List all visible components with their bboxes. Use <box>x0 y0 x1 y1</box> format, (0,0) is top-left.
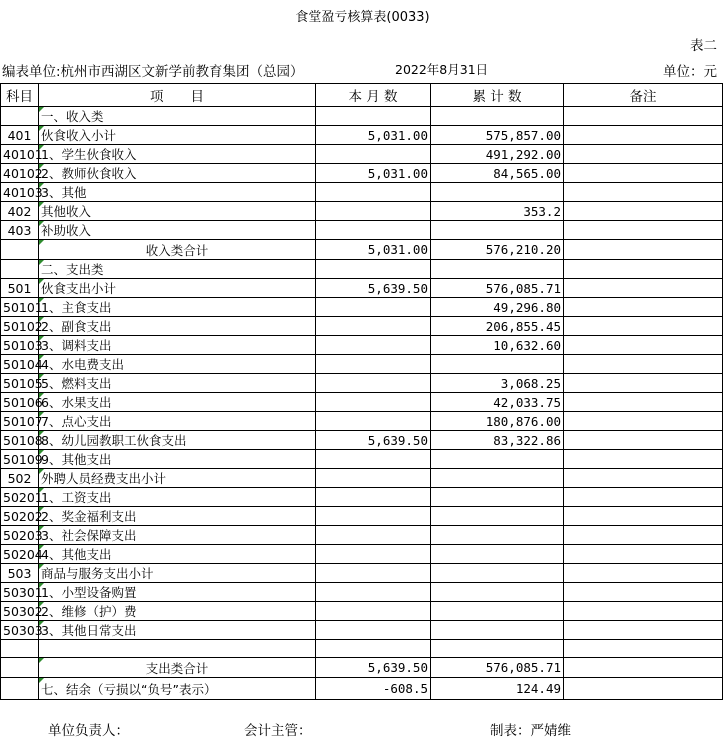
subject-code[interactable]: 50103 <box>1 336 39 355</box>
table-row <box>1 658 723 678</box>
month-amount[interactable]: 5,639.50 <box>316 279 431 298</box>
cumulative-amount[interactable] <box>431 621 564 640</box>
cumulative-amount[interactable] <box>431 507 564 526</box>
month-amount[interactable] <box>316 202 431 221</box>
subject-code[interactable] <box>1 260 39 279</box>
remark-cell[interactable] <box>564 317 723 336</box>
month-amount[interactable] <box>316 488 431 507</box>
subject-code[interactable]: 401 <box>1 126 39 145</box>
item-cell[interactable] <box>39 183 316 202</box>
month-amount[interactable] <box>316 450 431 469</box>
header-remark: 备注 <box>564 84 723 107</box>
subject-code[interactable]: 50201 <box>1 488 39 507</box>
cell-comment-marker-icon <box>39 583 44 588</box>
month-amount[interactable] <box>316 221 431 240</box>
item-label: 2、副食支出 <box>41 319 112 334</box>
remark-cell[interactable] <box>564 602 723 621</box>
subject-code[interactable]: 50303 <box>1 621 39 640</box>
cell-comment-marker-icon <box>39 658 44 663</box>
cumulative-amount[interactable] <box>431 450 564 469</box>
item-label: 2、维修（护）费 <box>41 604 137 619</box>
subject-code[interactable]: 403 <box>1 221 39 240</box>
cell-comment-marker-icon <box>39 412 44 417</box>
item-cell[interactable] <box>39 279 316 298</box>
subject-code[interactable]: 50102 <box>1 317 39 336</box>
cell-comment-marker-icon <box>39 240 44 245</box>
item-cell[interactable] <box>39 412 316 431</box>
cell-comment-marker-icon <box>39 145 44 150</box>
cumulative-amount[interactable]: 575,857.00 <box>431 126 564 145</box>
cell-comment-marker-icon <box>39 450 44 455</box>
item-cell[interactable] <box>39 564 316 583</box>
item-cell[interactable] <box>39 488 316 507</box>
remark-cell[interactable] <box>564 450 723 469</box>
cell-comment-marker-icon <box>39 260 44 265</box>
item-cell[interactable] <box>39 126 316 145</box>
cell-comment-marker-icon <box>39 374 44 379</box>
item-label: 七、结余（亏损以“负号”表示） <box>41 681 217 697</box>
item-label: 外聘人员经费支出小计 <box>41 471 167 486</box>
subject-code[interactable]: 50101 <box>1 298 39 317</box>
remark-cell[interactable] <box>564 183 723 202</box>
cumulative-amount[interactable]: 206,855.45 <box>431 317 564 336</box>
table-row <box>1 145 723 164</box>
preparer-label: 制表：严婧维 <box>490 723 571 739</box>
item-cell[interactable] <box>39 374 316 393</box>
remark-cell[interactable] <box>564 298 723 317</box>
item-label: 1、主食支出 <box>41 300 112 315</box>
table-row <box>1 678 723 700</box>
cumulative-amount[interactable] <box>431 488 564 507</box>
subject-code[interactable]: 50204 <box>1 545 39 564</box>
table-row <box>1 240 723 260</box>
month-amount[interactable] <box>316 145 431 164</box>
cell-comment-marker-icon <box>39 202 44 207</box>
month-amount[interactable] <box>316 336 431 355</box>
table-row <box>1 355 723 374</box>
cumulative-amount[interactable]: 180,876.00 <box>431 412 564 431</box>
subject-code[interactable]: 50105 <box>1 374 39 393</box>
remark-cell[interactable] <box>564 355 723 374</box>
subject-code[interactable]: 50301 <box>1 583 39 602</box>
item-label: 一、收入类 <box>41 109 104 124</box>
subject-code[interactable]: 50203 <box>1 526 39 545</box>
item-label: 3、社会保障支出 <box>41 528 137 543</box>
cumulative-amount[interactable]: 353.2 <box>431 202 564 221</box>
cumulative-amount[interactable]: 10,632.60 <box>431 336 564 355</box>
remark-cell[interactable] <box>564 107 723 126</box>
table-row <box>1 507 723 526</box>
remark-cell[interactable] <box>564 164 723 183</box>
item-cell[interactable] <box>39 202 316 221</box>
remark-cell[interactable] <box>564 374 723 393</box>
cell-comment-marker-icon <box>39 183 44 188</box>
table-row <box>1 469 723 488</box>
item-label: 支出类合计 <box>145 660 209 676</box>
item-cell[interactable] <box>39 469 316 488</box>
item-cell[interactable] <box>39 393 316 412</box>
item-label: 收入类合计 <box>145 242 209 258</box>
item-cell[interactable] <box>39 545 316 564</box>
subject-code[interactable] <box>1 240 39 260</box>
table-row <box>1 336 723 355</box>
remark-cell[interactable] <box>564 621 723 640</box>
cumulative-amount[interactable] <box>431 469 564 488</box>
header-month: 本 月 数 <box>316 84 431 107</box>
remark-cell[interactable] <box>564 507 723 526</box>
cell-comment-marker-icon <box>39 107 44 112</box>
table-row <box>1 393 723 412</box>
signature-footer <box>0 718 725 737</box>
table-row <box>1 583 723 602</box>
subject-code[interactable]: 503 <box>1 564 39 583</box>
cell-comment-marker-icon <box>39 126 44 131</box>
item-cell[interactable] <box>39 355 316 374</box>
month-amount[interactable] <box>316 393 431 412</box>
subject-code[interactable]: 50106 <box>1 393 39 412</box>
table-row <box>1 107 723 126</box>
remark-cell[interactable] <box>564 240 723 260</box>
cumulative-amount[interactable] <box>431 355 564 374</box>
cumulative-amount[interactable]: 49,296.80 <box>431 298 564 317</box>
month-amount[interactable]: 5,639.50 <box>316 658 431 678</box>
accountant-label: 会计主管： <box>244 723 312 739</box>
item-label: 3、其他 <box>41 185 87 200</box>
cell-comment-marker-icon <box>39 621 44 626</box>
table-row <box>1 640 723 658</box>
item-cell[interactable] <box>39 526 316 545</box>
cell-comment-marker-icon <box>39 602 44 607</box>
table-row <box>1 298 723 317</box>
remark-cell[interactable] <box>564 221 723 240</box>
item-cell[interactable] <box>39 145 316 164</box>
table-row <box>1 202 723 221</box>
subject-code[interactable]: 50302 <box>1 602 39 621</box>
table-row <box>1 488 723 507</box>
item-label: 6、水果支出 <box>41 395 112 410</box>
month-amount[interactable]: -608.5 <box>316 678 431 700</box>
remark-cell[interactable] <box>564 564 723 583</box>
item-label: 9、其他支出 <box>41 452 112 467</box>
cumulative-amount[interactable] <box>431 602 564 621</box>
cumulative-amount[interactable] <box>431 526 564 545</box>
month-amount[interactable] <box>316 317 431 336</box>
table-row <box>1 183 723 202</box>
item-cell[interactable] <box>39 336 316 355</box>
cumulative-amount[interactable]: 576,085.71 <box>431 279 564 298</box>
item-cell[interactable] <box>39 260 316 279</box>
cumulative-amount[interactable] <box>431 107 564 126</box>
subject-code[interactable]: 40101 <box>1 145 39 164</box>
cumulative-amount[interactable] <box>431 260 564 279</box>
month-amount[interactable]: 5,031.00 <box>316 240 431 260</box>
table-row <box>1 374 723 393</box>
cell-comment-marker-icon <box>39 279 44 284</box>
item-label: 2、奖金福利支出 <box>41 509 137 524</box>
cumulative-amount[interactable]: 491,292.00 <box>431 145 564 164</box>
remark-cell[interactable] <box>564 678 723 700</box>
cell-comment-marker-icon <box>39 221 44 226</box>
subject-code[interactable]: 50109 <box>1 450 39 469</box>
month-amount[interactable] <box>316 374 431 393</box>
subject-code[interactable] <box>1 658 39 678</box>
cumulative-amount[interactable]: 83,322.86 <box>431 431 564 450</box>
cell-comment-marker-icon <box>39 298 44 303</box>
month-amount[interactable]: 5,639.50 <box>316 431 431 450</box>
header-item: 项 目 <box>39 84 316 107</box>
item-label: 其他收入 <box>41 204 92 219</box>
remark-cell[interactable] <box>564 260 723 279</box>
item-label: 1、工资支出 <box>41 490 112 505</box>
remark-cell[interactable] <box>564 545 723 564</box>
header-cumulative: 累 计 数 <box>431 84 564 107</box>
sheet-number: 表二 <box>690 38 717 54</box>
cumulative-amount[interactable] <box>431 545 564 564</box>
subject-code[interactable]: 502 <box>1 469 39 488</box>
table-row <box>1 564 723 583</box>
table-row <box>1 317 723 336</box>
subject-code[interactable]: 50107 <box>1 412 39 431</box>
subject-code[interactable]: 40103 <box>1 183 39 202</box>
remark-cell[interactable] <box>564 336 723 355</box>
month-amount[interactable] <box>316 412 431 431</box>
month-amount[interactable] <box>316 469 431 488</box>
item-label: 4、其他支出 <box>41 547 112 562</box>
table-row <box>1 221 723 240</box>
remark-cell[interactable] <box>564 412 723 431</box>
unit-label: 编表单位:杭州市西湖区文新学前教育集团（总园） <box>2 64 304 80</box>
month-amount[interactable] <box>316 640 431 658</box>
remark-cell[interactable] <box>564 469 723 488</box>
month-amount[interactable] <box>316 526 431 545</box>
cell-comment-marker-icon <box>39 393 44 398</box>
item-cell[interactable] <box>39 450 316 469</box>
subject-code[interactable]: 40102 <box>1 164 39 183</box>
remark-cell[interactable] <box>564 640 723 658</box>
cell-comment-marker-icon <box>39 164 44 169</box>
item-cell[interactable] <box>39 678 316 700</box>
subject-code[interactable]: 50104 <box>1 355 39 374</box>
accounting-table <box>0 83 723 700</box>
item-cell[interactable] <box>39 583 316 602</box>
cumulative-amount[interactable] <box>431 564 564 583</box>
report-date: 2022年8月31日 <box>395 62 489 77</box>
item-label: 商品与服务支出小计 <box>41 566 154 581</box>
item-cell[interactable] <box>39 298 316 317</box>
item-label: 7、点心支出 <box>41 414 112 429</box>
item-label: 1、小型设备购置 <box>41 585 137 600</box>
table-row <box>1 545 723 564</box>
item-cell[interactable] <box>39 507 316 526</box>
table-row <box>1 260 723 279</box>
cumulative-amount[interactable]: 3,068.25 <box>431 374 564 393</box>
remark-cell[interactable] <box>564 583 723 602</box>
subject-code[interactable]: 50108 <box>1 431 39 450</box>
item-label: 4、水电费支出 <box>41 357 124 372</box>
remark-cell[interactable] <box>564 488 723 507</box>
item-cell[interactable] <box>39 317 316 336</box>
month-amount[interactable] <box>316 545 431 564</box>
cumulative-amount[interactable] <box>431 183 564 202</box>
item-label: 1、学生伙食收入 <box>41 147 137 162</box>
table-row <box>1 621 723 640</box>
table-row <box>1 279 723 298</box>
table-row <box>1 126 723 145</box>
item-cell[interactable] <box>39 621 316 640</box>
header-code: 科目 <box>1 84 39 107</box>
item-label: 二、支出类 <box>41 262 104 277</box>
month-amount[interactable] <box>316 107 431 126</box>
cell-comment-marker-icon <box>39 488 44 493</box>
table-row <box>1 431 723 450</box>
remark-cell[interactable] <box>564 658 723 678</box>
item-cell[interactable] <box>39 107 316 126</box>
item-label: 补助收入 <box>41 223 92 238</box>
unit-head-label: 单位负责人： <box>48 723 129 739</box>
month-amount[interactable] <box>316 355 431 374</box>
table-row <box>1 450 723 469</box>
item-cell[interactable] <box>39 240 316 260</box>
subject-code[interactable] <box>1 678 39 700</box>
month-amount[interactable] <box>316 183 431 202</box>
item-label: 3、调料支出 <box>41 338 112 353</box>
cumulative-amount[interactable]: 42,033.75 <box>431 393 564 412</box>
remark-cell[interactable] <box>564 431 723 450</box>
cumulative-amount[interactable]: 124.49 <box>431 678 564 700</box>
currency-unit: 单位：元 <box>663 64 717 80</box>
month-amount[interactable] <box>316 602 431 621</box>
cumulative-amount[interactable] <box>431 583 564 602</box>
table-header <box>1 84 723 107</box>
subject-code[interactable]: 50202 <box>1 507 39 526</box>
cell-comment-marker-icon <box>39 545 44 550</box>
item-cell[interactable] <box>39 658 316 678</box>
item-cell[interactable] <box>39 431 316 450</box>
cumulative-amount[interactable]: 576,210.20 <box>431 240 564 260</box>
remark-cell[interactable] <box>564 279 723 298</box>
remark-cell[interactable] <box>564 202 723 221</box>
item-label: 2、教师伙食收入 <box>41 166 137 181</box>
item-label: 伙食收入小计 <box>41 128 117 143</box>
sheet-title: 食堂盈亏核算表(0033) <box>295 10 430 25</box>
cumulative-amount[interactable]: 576,085.71 <box>431 658 564 678</box>
cell-comment-marker-icon <box>39 526 44 531</box>
cumulative-amount[interactable]: 84,565.00 <box>431 164 564 183</box>
item-label: 5、燃料支出 <box>41 376 112 391</box>
month-amount[interactable]: 5,031.00 <box>316 126 431 145</box>
table-row <box>1 602 723 621</box>
cell-comment-marker-icon <box>39 431 44 436</box>
cell-comment-marker-icon <box>39 678 44 683</box>
item-label: 伙食支出小计 <box>41 281 117 296</box>
item-label: 3、其他日常支出 <box>41 623 137 638</box>
cell-comment-marker-icon <box>39 564 44 569</box>
cell-comment-marker-icon <box>39 336 44 341</box>
month-amount[interactable]: 5,031.00 <box>316 164 431 183</box>
cell-comment-marker-icon <box>39 507 44 512</box>
item-cell[interactable] <box>39 221 316 240</box>
remark-cell[interactable] <box>564 145 723 164</box>
remark-cell[interactable] <box>564 526 723 545</box>
month-amount[interactable] <box>316 507 431 526</box>
table-row <box>1 164 723 183</box>
cell-comment-marker-icon <box>39 469 44 474</box>
month-amount[interactable] <box>316 260 431 279</box>
month-amount[interactable] <box>316 298 431 317</box>
subject-code[interactable] <box>1 107 39 126</box>
remark-cell[interactable] <box>564 393 723 412</box>
table-row <box>1 412 723 431</box>
month-amount[interactable] <box>316 583 431 602</box>
subject-code[interactable]: 501 <box>1 279 39 298</box>
subject-code[interactable] <box>1 640 39 658</box>
month-amount[interactable] <box>316 564 431 583</box>
info-bar <box>0 59 725 81</box>
cumulative-amount[interactable] <box>431 640 564 658</box>
item-cell[interactable] <box>39 640 316 658</box>
item-label: 8、幼儿园教职工伙食支出 <box>41 433 187 448</box>
month-amount[interactable] <box>316 621 431 640</box>
cumulative-amount[interactable] <box>431 221 564 240</box>
table-row <box>1 526 723 545</box>
cell-comment-marker-icon <box>39 317 44 322</box>
remark-cell[interactable] <box>564 126 723 145</box>
item-cell[interactable] <box>39 602 316 621</box>
cell-comment-marker-icon <box>39 355 44 360</box>
item-cell[interactable] <box>39 164 316 183</box>
subject-code[interactable]: 402 <box>1 202 39 221</box>
